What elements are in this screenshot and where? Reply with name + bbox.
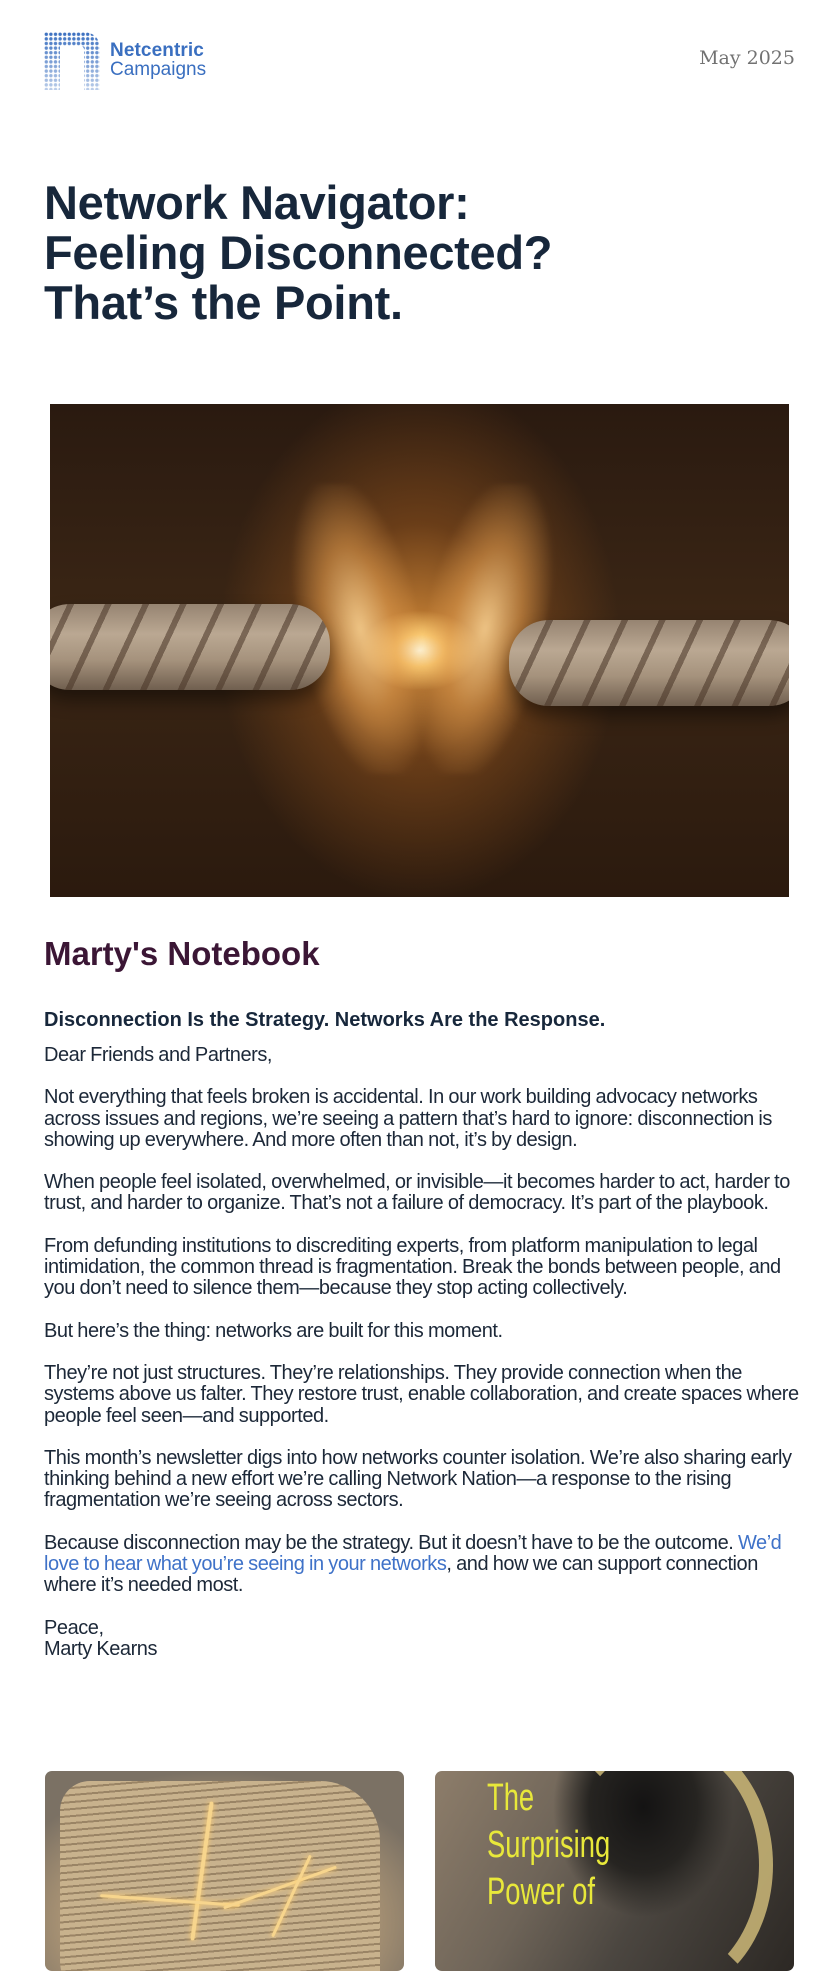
map-crack	[223, 1866, 337, 1910]
body-paragraph: But here’s the thing: networks are built for this moment.	[44, 1319, 503, 1342]
book-cover-image[interactable]	[435, 1771, 794, 1971]
body-paragraph: From defunding institutions to discrediting experts, from platform manipulation to legal intimidation, the common thread is fragmentation. Break the bonds between people, and you don’t need to silence them—because they stop acting collectively.	[44, 1234, 781, 1300]
closing-text-after: , and how we can support connection where it’s needed most.	[44, 1553, 758, 1597]
salutation: Dear Friends and Partners,	[44, 1044, 273, 1066]
section-title-martys-notebook: Marty's Notebook	[44, 935, 320, 972]
logo-line-campaigns: Campaigns	[110, 59, 207, 80]
newsletter-headline	[44, 178, 804, 328]
map-crack	[271, 1855, 312, 1938]
stair-arc	[605, 1771, 794, 1971]
headline-line-2: Feeling Disconnected?	[44, 226, 553, 279]
book-cover-title	[487, 1775, 610, 1916]
logo-wordmark	[110, 41, 206, 79]
signoff-greeting: Peace,	[44, 1616, 104, 1639]
logo-line-netcentric: Netcentric	[110, 40, 204, 61]
fractured-us-map-image[interactable]	[45, 1771, 404, 1971]
rope-right-strand	[509, 620, 789, 706]
rope-left-strand	[50, 604, 330, 690]
issue-date: May 2025	[699, 47, 795, 69]
feature-cards	[45, 1771, 795, 1931]
body-paragraph: This month’s newsletter digs into how networks counter isolation. We’re also sharing early thinking behind a new effort we’re calling Network Nation—a response to the rising fragmentation we’re seeing across sectors.	[44, 1446, 792, 1512]
newsletter-header	[0, 0, 839, 110]
body-paragraph: When people feel isolated, overwhelmed, or invisible—it becomes harder to act, harder to trust, and harder to organize. That’s not a failure of democracy. It’s part of the playbook.	[44, 1171, 790, 1215]
broken-rope-image	[50, 404, 789, 897]
book-title-line: The	[487, 1777, 535, 1819]
feedback-link[interactable]: We’d love to hear what you’re seeing in your networks	[44, 1531, 782, 1576]
body-paragraph: Not everything that feels broken is accidental. In our work building advocacy networks across issues and regions, we’re seeing a pattern that’s hard to ignore: disconnection is showing up everywhere. And more often than not, it’s by design.	[44, 1086, 772, 1151]
headline-line-3: That’s the Point.	[44, 276, 403, 329]
closing-text-before: Because disconnection may be the strategy. But it doesn’t have to be the outcome.	[44, 1531, 738, 1554]
article-subhead: Disconnection Is the Strategy. Networks Are the Response.	[44, 1009, 606, 1031]
dotted-n-logo-icon	[44, 32, 100, 90]
book-title-line: Power of	[487, 1871, 595, 1913]
body-paragraph: They’re not just structures. They’re relationships. They provide connection when the systems above us falter. They restore trust, enable collaboration, and create spaces where people feel seen—and supported.	[44, 1361, 799, 1427]
headline-line-1: Network Navigator:	[44, 176, 470, 229]
netcentric-logo[interactable]	[44, 32, 206, 90]
notebook-article	[44, 1008, 804, 1681]
knitted-map-shape	[60, 1781, 380, 1971]
closing-paragraph	[44, 1533, 804, 1597]
book-title-line: Surprising	[487, 1824, 611, 1866]
signoff	[44, 1618, 804, 1661]
signoff-author: Marty Kearns	[44, 1637, 158, 1660]
map-crack	[100, 1894, 240, 1907]
